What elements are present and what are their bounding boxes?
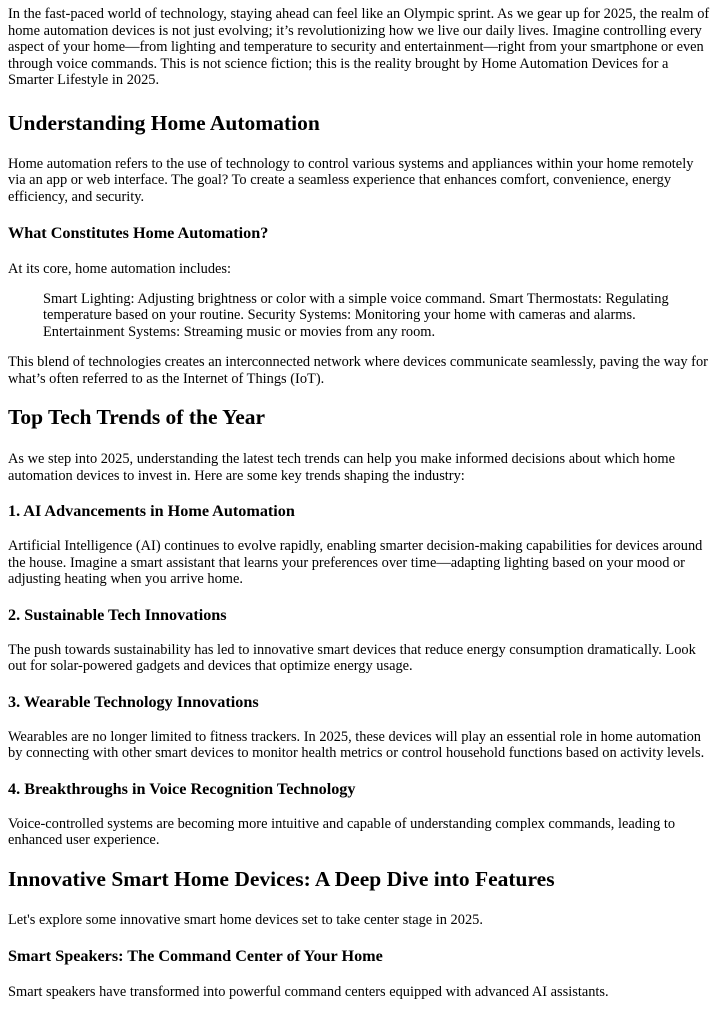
heading-understanding-home-automation: Understanding Home Automation: [8, 110, 320, 135]
heading-what-constitutes: What Constitutes Home Automation?: [8, 224, 269, 242]
paragraph-understanding: Home automation refers to the use of technology to control various systems and appliances within your home remotely via an app or web interface. The goal? To create a seamless experience that enhances comfort, convenience, energy efficiency, and security.: [8, 155, 694, 205]
blockquote-automation-list: Smart Lighting: Adjusting brightness or color with a simple voice command. Smart Thermostats: Regulating temperature based on your routine. Security Systems: Monitoring your home with cameras and alarms. Entertainment Systems: Streaming music or movies from any room.: [43, 290, 669, 340]
paragraph-trend-voice: Voice-controlled systems are becoming more intuitive and capable of understanding complex commands, leading to enhanced user experience.: [8, 815, 676, 848]
paragraph-devices-intro: Let's explore some innovative smart home devices set to take center stage in 2025.: [8, 911, 483, 928]
paragraph-trend-sustainable: The push towards sustainability has led to innovative smart devices that reduce energy consumption dramatically. Look out for solar-powered gadgets and devices that optimize energy usage.: [8, 641, 696, 674]
heading-trend-sustainable: 2. Sustainable Tech Innovations: [8, 605, 227, 624]
heading-smart-speakers: Smart Speakers: The Command Center of Your Home: [8, 947, 383, 965]
heading-trend-wearable: 3. Wearable Technology Innovations: [8, 692, 259, 711]
heading-trend-voice: 4. Breakthroughs in Voice Recognition Technology: [8, 779, 356, 798]
heading-top-tech-trends: Top Tech Trends of the Year: [8, 405, 266, 429]
paragraph-trend-wearable: Wearables are no longer limited to fitness trackers. In 2025, these devices will play an essential role in home automation by connecting with other smart devices to monitor health metrics or control household functions based on activity levels.: [8, 728, 705, 761]
intro-paragraph: In the fast-paced world of technology, staying ahead can feel like an Olympic sprint. As we gear up for 2025, the realm of home automation devices is not just evolving; it’s revolutionizing how we live our daily lives. Imagine controlling every aspect of your home—from lighting and temperature to security and entertainment—right from your smartphone or even through voice commands. This is not science fiction; this is the reality brought by Home Automation Devices for a Smarter Lifestyle in 2025.: [8, 6, 710, 88]
paragraph-trend-ai: Artificial Intelligence (AI) continues to evolve rapidly, enabling smarter decision-making capabilities for devices around the house. Imagine a smart assistant that learns your preferences over time—adapting lighting based on your mood or adjusting heating when you arrive home.: [8, 538, 703, 587]
paragraph-blend-of-technologies: This blend of technologies creates an interconnected network where devices communicate seamlessly, paving the way for what’s often referred to as the Internet of Things (IoT).: [8, 354, 708, 387]
paragraph-trends-intro: As we step into 2025, understanding the latest tech trends can help you make informed decisions about which home automation devices to invest in. Here are some key trends shaping the industry:: [8, 451, 676, 484]
paragraph-smart-speakers: Smart speakers have transformed into powerful command centers equipped with advanced AI assistants.: [8, 984, 609, 1000]
heading-innovative-devices: Innovative Smart Home Devices: A Deep Dive into Features: [8, 866, 555, 891]
paragraph-at-its-core: At its core, home automation includes:: [8, 261, 232, 277]
heading-trend-ai: 1. AI Advancements in Home Automation: [8, 502, 295, 520]
